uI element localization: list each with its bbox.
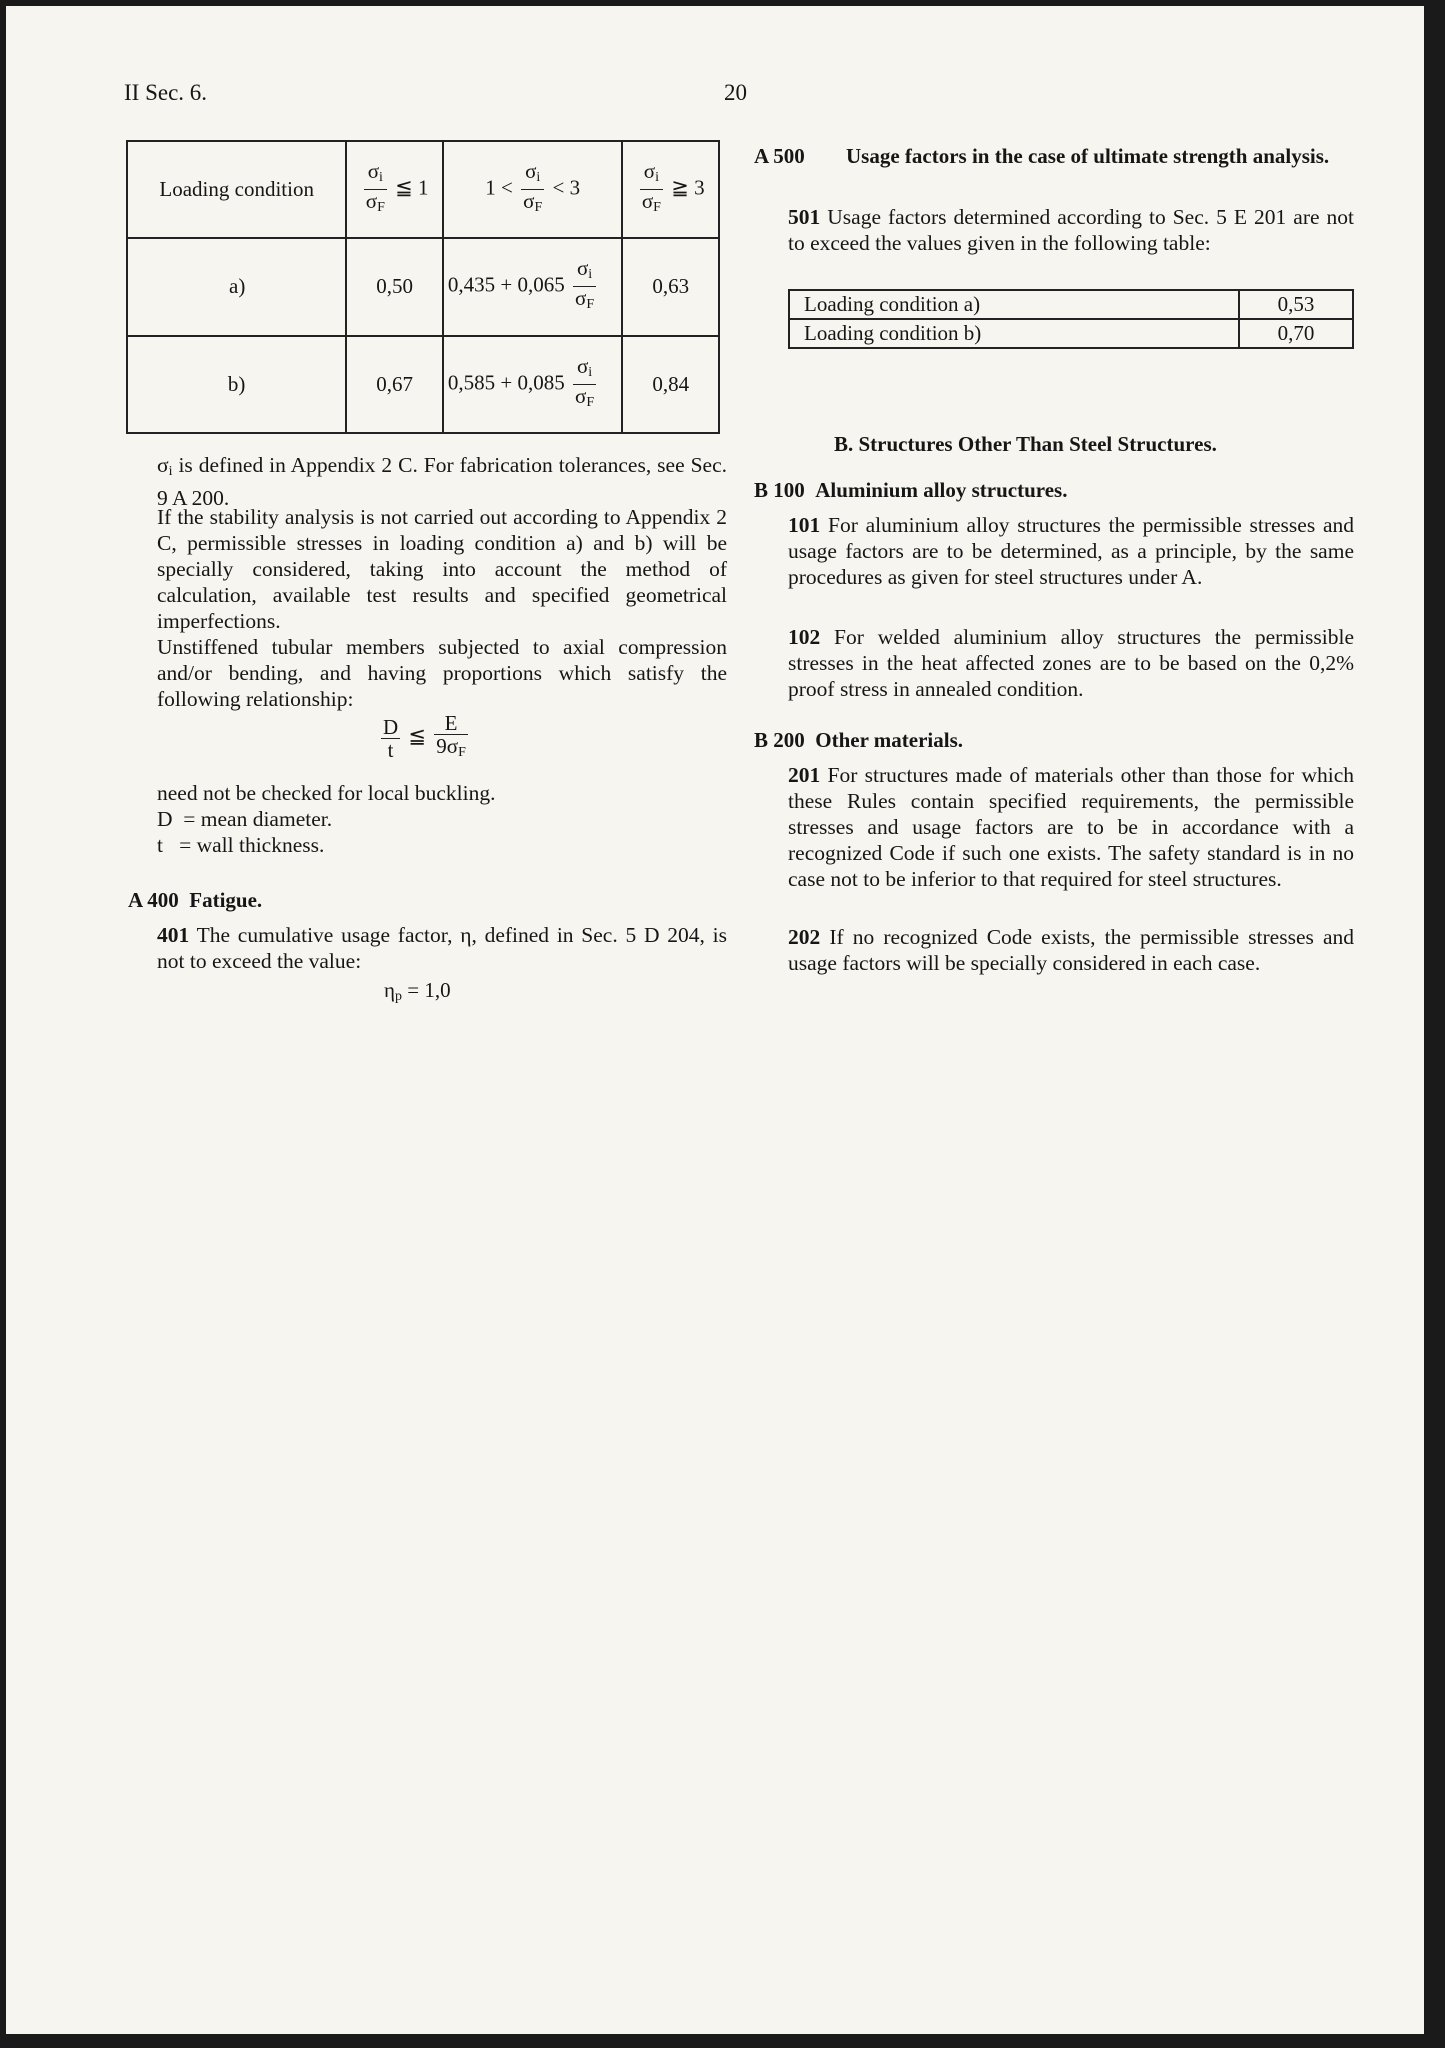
section-a500-heading: A 500 Usage factors in the case of ultimate strength analysis. — [754, 144, 1330, 168]
sigma-definition-paragraph: $\sigma_i$ is defined in Appendix 2 C. For fabrication tolerances, see Sec. 9 A 200. — [157, 453, 727, 510]
table-row — [789, 319, 1353, 348]
table-row — [789, 290, 1353, 319]
slenderness-equation: $\frac{D}{t}$ ≦ $\frac{E}{9\sigma_F}$ — [383, 711, 466, 762]
paragraph-501: 501 Usage factors determined according to Sec. 5 E 201 are not to exceed the values given in the following table: — [788, 205, 1354, 255]
row-label: b) — [127, 336, 346, 433]
table-header-row — [127, 141, 719, 238]
cell-label: Loading condition a) — [789, 290, 1239, 319]
usage-factor-table — [788, 289, 1354, 349]
section-a400-heading: A 400 Fatigue. — [128, 888, 263, 912]
page — [6, 6, 1424, 2034]
paragraph-201: 201 For structures made of materials other than those for which these Rules contain specified requirements, the permissible stresses and usage factors are to be in accordance with a recognized Code if such one exists. The safety standard is in no case not to be inferior to that required for steel structures. — [788, 763, 1354, 891]
stress-factor-table — [126, 140, 720, 434]
section-b-title: B. Structures Other Than Steel Structures. — [834, 432, 1217, 456]
tubular-members-paragraph: Unstiffened tubular members subjected to axial compression and/or bending, and having proportions which satisfy the following relationship: — [157, 635, 727, 711]
definition-t: t = wall thickness. — [157, 833, 325, 857]
header-ratio-le-1: $\frac{\sigma_i}{\sigma_F}$ ≦ 1 — [346, 141, 443, 238]
running-header-section: II Sec. 6. — [124, 80, 208, 105]
cell-expression: 0,585 + 0,085 $\frac{\sigma_i}{\sigma_F}$ — [443, 336, 623, 433]
cell-value: 0,84 — [622, 336, 719, 433]
paragraph-101: 101 For aluminium alloy structures the permissible stresses and usage factors are to be determined, as a principle, by the same procedures as given for steel structures under A. — [788, 513, 1354, 589]
paragraph-102: 102 For welded aluminium alloy structures the permissible stresses in the heat affected zones are to be based on the 0,2% proof stress in annealed condition. — [788, 625, 1354, 701]
page-number: 20 — [724, 80, 747, 105]
paragraph-401: 401 The cumulative usage factor, η, defined in Sec. 5 D 204, is not to exceed the value: — [157, 923, 727, 973]
ratio-fraction: $\frac{\sigma_i}{\sigma_F}$ — [641, 158, 661, 215]
stability-paragraph: If the stability analysis is not carried out according to Appendix 2 C, permissible stresses in loading condition a) and b) will be specially considered, taking into account the method of calculation, available test results and specified geometrical imperfections. — [157, 505, 727, 633]
ratio-fraction: $\frac{\sigma_i}{\sigma_F}$ — [365, 158, 385, 215]
header-loading-condition: Loading condition — [127, 141, 346, 238]
table-row — [127, 336, 719, 433]
cell-value: 0,70 — [1239, 319, 1353, 348]
cell-expression: 0,435 + 0,065 $\frac{\sigma_i}{\sigma_F}$ — [443, 238, 623, 337]
header-ratio-ge-3: $\frac{\sigma_i}{\sigma_F}$ ≧ 3 — [622, 141, 719, 238]
table-row — [127, 238, 719, 337]
paragraph-202: 202 If no recognized Code exists, the permissible stresses and usage factors will be specially considered in each case. — [788, 925, 1354, 975]
cell-label: Loading condition b) — [789, 319, 1239, 348]
local-buckling-paragraph: need not be checked for local buckling. — [157, 781, 496, 805]
header-ratio-between: 1 < $\frac{\sigma_i}{\sigma_F}$ < 3 — [443, 141, 623, 238]
cell-value: 0,67 — [346, 336, 443, 433]
section-b200-heading: B 200 Other materials. — [754, 728, 964, 752]
definition-D: D = mean diameter. — [157, 807, 333, 831]
ratio-fraction: $\frac{\sigma_i}{\sigma_F}$ — [523, 158, 543, 215]
cell-value: 0,53 — [1239, 290, 1353, 319]
cell-value: 0,50 — [346, 238, 443, 337]
usage-factor-equation: $\eta_p = 1,0$ — [384, 978, 451, 1004]
cell-value: 0,63 — [622, 238, 719, 337]
section-b100-heading: B 100 Aluminium alloy structures. — [754, 478, 1068, 502]
row-label: a) — [127, 238, 346, 337]
